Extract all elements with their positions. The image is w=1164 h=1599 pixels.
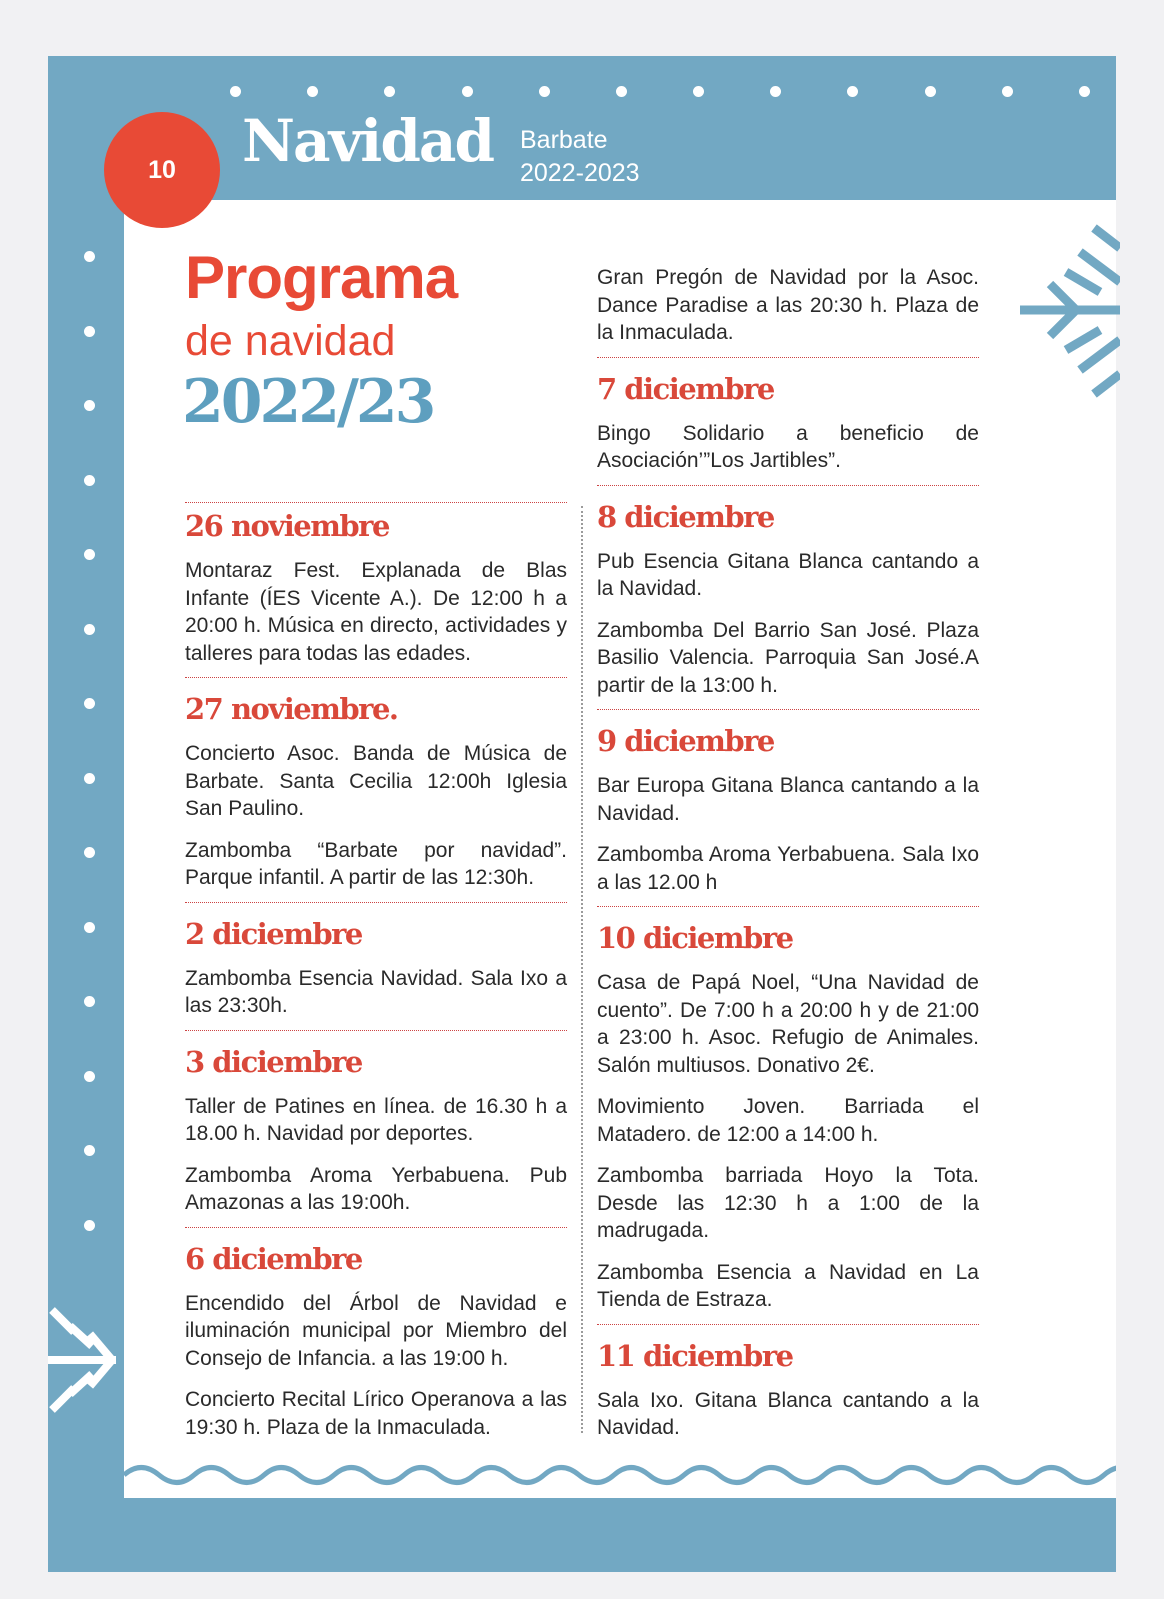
- brand-subtitle: [520, 124, 640, 190]
- brand-title: Navidad: [242, 107, 494, 175]
- program-year: 2022/23: [182, 367, 434, 437]
- event-item: Encendido del Árbol de Navidad e iluminación municipal por Miembro del Consejo de Infancia. a las 19:00 h.: [185, 1291, 567, 1370]
- day-date: 10 diciembre: [597, 921, 793, 955]
- day-date: 7 diciembre: [597, 371, 774, 406]
- day-section: [185, 917, 567, 1031]
- column-divider: [581, 506, 583, 1433]
- event-item: Concierto Asoc. Banda de Música de Barbate. Santa Cecilia 12:00h Iglesia San Paulino.: [185, 742, 567, 820]
- day-date: 11 diciembre: [597, 1338, 793, 1373]
- event-item: Zambomba Aroma Yerbabuena. Sala Ixo a las 12.00 h: [597, 843, 979, 894]
- event-item: Taller de Patines en línea. de 16.30 h a 18.00 h. Navidad por deportes.: [185, 1094, 567, 1145]
- event-item: Zambomba Esencia Navidad. Sala Ixo a las 23:30h.: [185, 966, 567, 1017]
- event-item: Zambomba Aroma Yerbabuena. Pub Amazonas a las 19:00h.: [185, 1163, 567, 1214]
- event-item: Casa de Papá Noel, “Una Navidad de cuento”. De 7:00 h a 20:00 h y de 21:00 a 23:00 h. Asoc. Refugio de Animales. Salón multiusos. Donativo 2€.: [597, 971, 979, 1077]
- event-item: Zambomba Del Barrio San José. Plaza Basilio Valencia. Parroquia San José.A partir de la 13:00 h.: [597, 618, 979, 697]
- program-title: Programa: [185, 244, 458, 311]
- schedule-column-right: [597, 264, 979, 1466]
- event-item: Sala Ixo. Gitana Blanca cantando a la Navidad.: [597, 1388, 979, 1439]
- day-section: [185, 1242, 567, 1452]
- day-section: [597, 372, 979, 486]
- decorative-side-dots: [84, 251, 98, 1231]
- decorative-top-dots: [230, 86, 1090, 106]
- page-number-badge: [104, 112, 220, 228]
- event-item: Pub Esencia Gitana Blanca cantando a la Navidad.: [597, 549, 979, 600]
- page-number: 10: [148, 155, 176, 184]
- event-item: Bar Europa Gitana Blanca cantando a la Navidad.: [597, 774, 979, 825]
- schedule-column-left: [185, 502, 567, 1465]
- day-section: [597, 1339, 979, 1452]
- event-item: Zambomba barriada Hoyo la Tota. Desde las 12:30 h a 1:00 de la madrugada.: [597, 1164, 979, 1242]
- day-section: [185, 502, 567, 678]
- event-item: Movimiento Joven. Barriada el Matadero. de 12:00 a 14:00 h.: [597, 1095, 979, 1146]
- day-section: [597, 724, 979, 907]
- event-item: Zambomba “Barbate por navidad”. Parque infantil. A partir de las 12:30h.: [185, 838, 567, 889]
- program-subtitle: de navidad: [185, 317, 396, 365]
- day-date: 3 diciembre: [185, 1044, 362, 1079]
- day-date: 2 diciembre: [185, 916, 362, 951]
- location-label: Barbate: [520, 126, 608, 154]
- event-item: Gran Pregón de Navidad por la Asoc. Dance Paradise a las 20:30 h. Plaza de la Inmaculada.: [597, 266, 979, 344]
- event-item: Zambomba Esencia a Navidad en La Tienda de Estraza.: [597, 1260, 979, 1311]
- day-date: 27 noviembre.: [185, 692, 398, 726]
- event-item: Bingo Solidario a beneficio de Asociación’”Los Jartibles”.: [597, 421, 979, 472]
- day-section: [597, 500, 979, 711]
- snowflake-icon: [1020, 222, 1120, 402]
- day-section: [597, 921, 979, 1325]
- intro-section: [597, 264, 979, 358]
- event-item: Montaraz Fest. Explanada de Blas Infante (ÍES Vicente A.). De 12:00 h a 20:00 h. Música en directo, actividades y talleres para todas las edades.: [185, 559, 567, 665]
- snowflake-icon: [48, 1304, 120, 1414]
- event-item: Concierto Recital Lírico Operanova a las 19:30 h. Plaza de la Inmaculada.: [185, 1388, 567, 1439]
- day-date: 6 diciembre: [185, 1241, 362, 1276]
- day-section: [185, 1045, 567, 1228]
- day-date: 26 noviembre: [185, 509, 389, 543]
- season-label: 2022-2023: [520, 159, 640, 187]
- day-date: 9 diciembre: [597, 724, 774, 758]
- day-date: 8 diciembre: [597, 499, 774, 534]
- day-section: [185, 692, 567, 903]
